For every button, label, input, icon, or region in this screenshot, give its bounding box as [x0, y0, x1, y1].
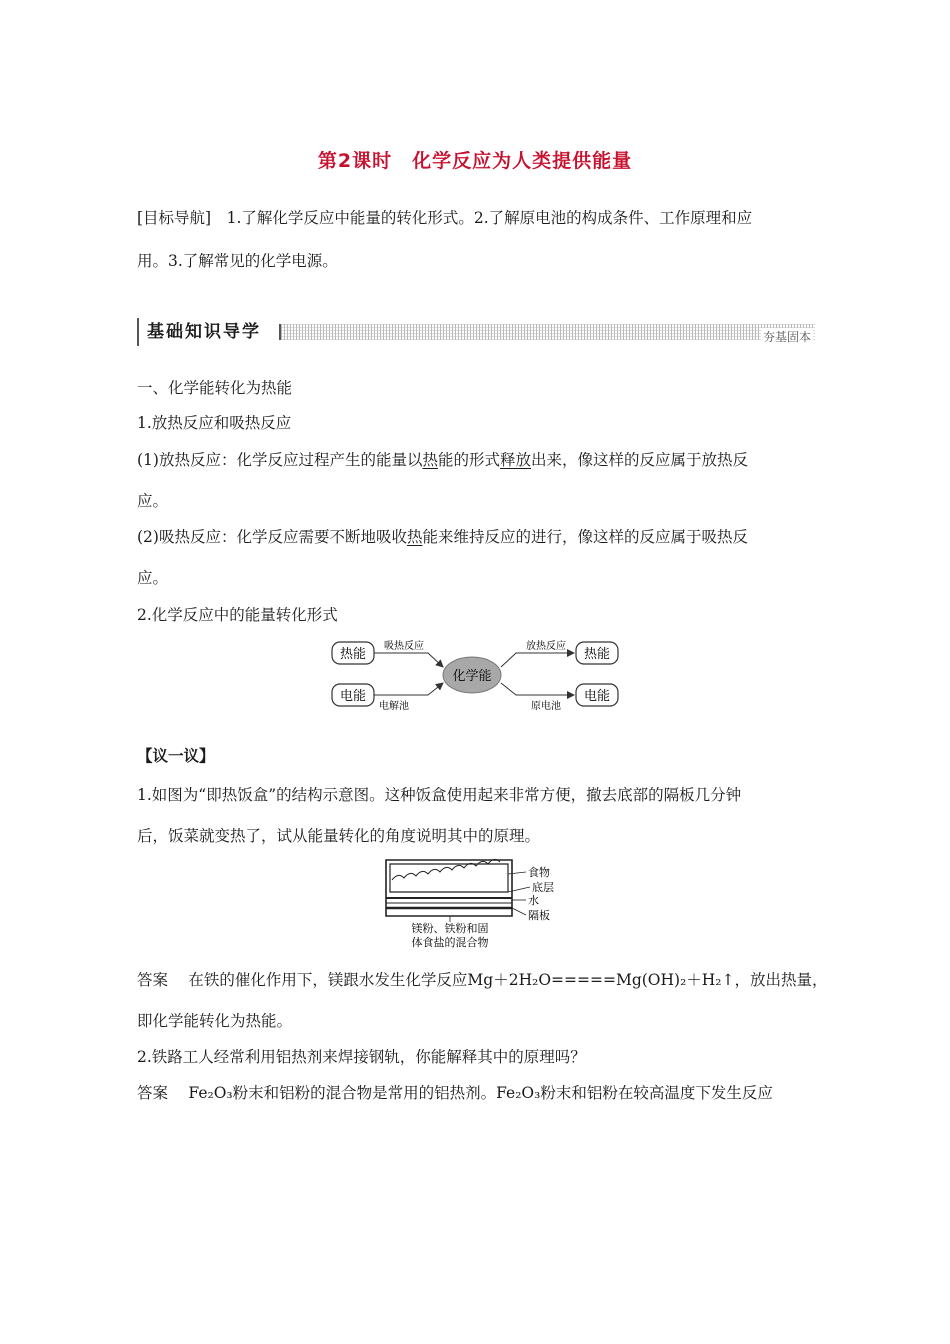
blank-answer: 热 — [422, 451, 438, 469]
answer-1-line2: 即化学能转化为热能。 — [137, 1012, 293, 1030]
banner-title: 基础知识导学 — [137, 318, 261, 346]
blank-answer: 热 — [406, 528, 423, 546]
arrow-heat-to-chemical — [374, 653, 443, 667]
label-food: 食物 — [528, 866, 550, 879]
question-2: 2.铁路工人经常利用铝热剂来焊接钢轨，你能解释其中的原理吗？ — [137, 1048, 586, 1066]
exothermic-definition-cont: 应。 — [137, 492, 169, 510]
question-1-line1: 1.如图为“即热饭盒”的结构示意图。这种饭盒使用起来非常方便，撤去底部的隔板几分钟 — [137, 786, 742, 804]
label-exothermic: 放热反应 — [526, 641, 566, 652]
label-mixture-2: 体食盐的混合物 — [411, 936, 489, 949]
label-electric-left: 电能 — [339, 689, 367, 704]
label-heat-left: 热能 — [339, 647, 367, 662]
label-electrolytic-cell: 电解池 — [379, 701, 409, 712]
learning-goals-line1: [目标导航] 1.了解化学反应中能量的转化形式。2.了解原电池的构成条件、工作原理和应 — [137, 209, 753, 227]
label-water: 水 — [528, 894, 539, 907]
discussion-heading: 【议一议】 — [137, 746, 215, 765]
arrow-chemical-to-heat — [501, 653, 574, 667]
self-heating-box-figure — [380, 856, 570, 951]
label-electric-right: 电能 — [583, 689, 611, 704]
answer-1-line1: 答案 在铁的催化作用下，镁跟水发生化学反应Mg＋2H₂O=====Mg(OH)₂＋H₂↑，放出热量， — [137, 971, 828, 989]
endothermic-definition-cont: 应。 — [137, 569, 169, 587]
question-1-line2: 后，饭菜就变热了，试从能量转化的角度说明其中的原理。 — [137, 827, 541, 845]
label-heat-right: 热能 — [583, 647, 611, 662]
energy-conversion-diagram — [330, 634, 622, 714]
label-chemical-energy: 化学能 — [452, 669, 492, 684]
label-endothermic: 吸热反应 — [384, 641, 424, 652]
subheading-2: 2.化学反应中的能量转化形式 — [137, 606, 338, 624]
label-mixture-1: 镁粉、铁粉和固 — [411, 922, 489, 935]
label-partition: 隔板 — [528, 909, 550, 922]
answer-2: 答案 Fe₂O₃粉末和铝粉的混合物是常用的铝热剂。Fe₂O₃粉末和铝粉在较高温度下发生反应 — [137, 1084, 773, 1102]
blank-answer: 释放 — [500, 451, 532, 469]
label-bottom-layer: 底层 — [532, 881, 554, 894]
exothermic-definition: (1)放热反应：化学反应过程产生的能量以热能的形式释放出来，像这样的反应属于放热反 — [137, 451, 749, 469]
endothermic-definition: (2)吸热反应：化学反应需要不断地吸收热能来维持反应的进行，像这样的反应属于吸热反 — [137, 528, 748, 546]
subheading-1: 1.放热反应和吸热反应 — [137, 414, 292, 432]
arrow-electric-to-chemical — [374, 683, 443, 695]
page-title: 第2课时 化学反应为人类提供能量 — [317, 150, 633, 172]
label-galvanic-cell: 原电池 — [531, 701, 561, 712]
learning-goals-line2: 用。3.了解常见的化学电源。 — [137, 252, 338, 270]
section-banner — [137, 318, 813, 346]
arrow-chemical-to-electric — [501, 683, 574, 695]
banner-bar — [279, 324, 815, 344]
banner-subtitle: 夯基固本 — [762, 330, 811, 344]
section-heading: 一、化学能转化为热能 — [137, 379, 293, 397]
